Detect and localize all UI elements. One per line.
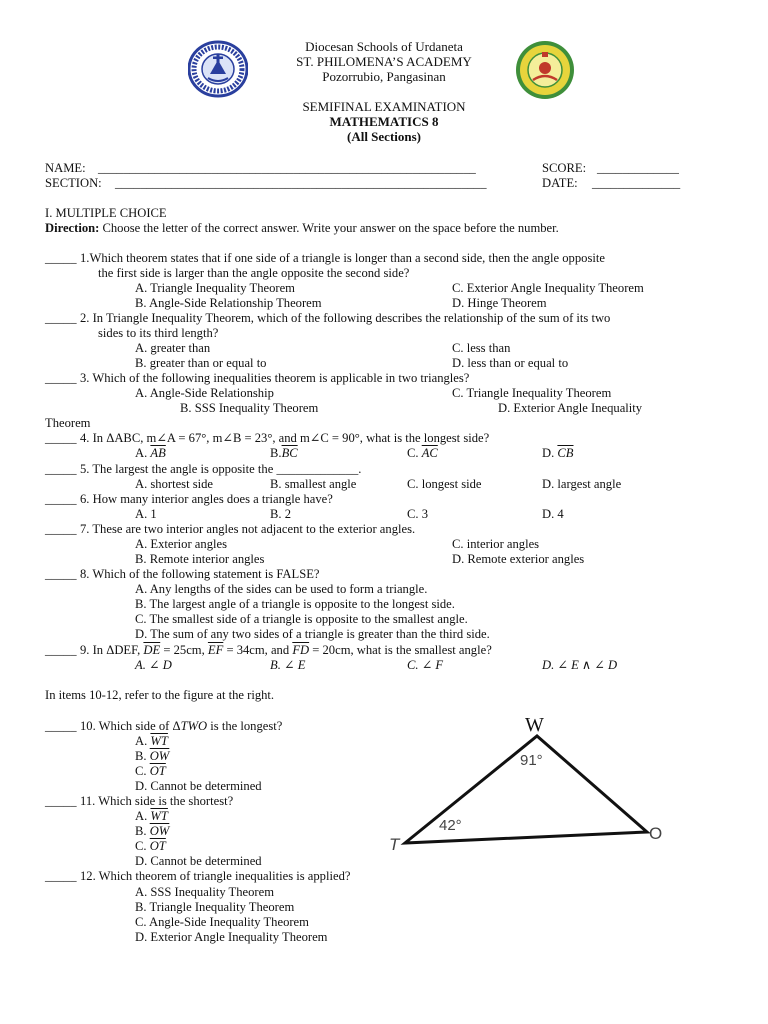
date-field[interactable]: ______________ (592, 176, 681, 190)
q2-blank[interactable]: _____ (45, 311, 77, 325)
q12-option-a: A. SSS Inequality Theorem (135, 885, 274, 899)
score-field[interactable]: _____________ (597, 161, 679, 175)
q9-option-b: B. ∠ E (270, 658, 306, 672)
q1-option-a: A. Triangle Inequality Theorem (135, 281, 295, 295)
q10-option-d: D. Cannot be determined (135, 779, 262, 793)
q4-option-d: D. $\overline{CB}$ (542, 446, 574, 460)
direction-line (45, 221, 559, 236)
q11-option-b: B. $\overline{OW}$ (135, 824, 170, 838)
q10-option-a: A. $\overline{WT}$ (135, 734, 168, 748)
q12-option-d: D. Exterior Angle Inequality Theorem (135, 930, 328, 944)
q4-option-c: C. $\overline{AC}$ (407, 446, 438, 460)
q5-option-c: C. longest side (407, 477, 482, 491)
q4-option-b: $B.\overline{BC}$ (270, 446, 298, 460)
q9-stem: 9. In ΔDEF, $\overline{DE} = 25cm$, $\overline{EF} = 34cm$, and $\overline{FD} = 20cm$, what is the smallest angle? (80, 643, 492, 657)
q2-option-c: C. less than (452, 341, 511, 355)
q6-stem: 6. How many interior angles does a triangle have? (80, 492, 333, 506)
vertex-label-t: T (389, 835, 400, 854)
q10-option-c: C. $\overline{OT}$ (135, 764, 166, 778)
q4-stem: 4. In ΔABC, m∠A = 67°, m∠B = 23°, and m∠C = 90°, what is the longest side? (80, 431, 490, 445)
q9-option-a: A. ∠ D (135, 658, 172, 672)
q11-option-d: D. Cannot be determined (135, 854, 262, 868)
q5-option-d: D. largest angle (542, 477, 622, 491)
vertex-label-o: O (649, 824, 663, 843)
q6-option-c: C. 3 (407, 507, 428, 521)
q9-option-d: D. ∠ E ∧ ∠ D (542, 658, 618, 672)
q2-stem: 2. In Triangle Inequality Theorem, which of the following describes the relationship of the sum of its two (80, 311, 611, 325)
section-field[interactable]: ___________________________________________________________ (115, 176, 487, 190)
q2-option-d: D. less than or equal to (452, 356, 569, 370)
q12-stem: 12. Which theorem of triangle inequalities is applied? (80, 869, 351, 883)
q5-blank[interactable]: _____ (45, 462, 77, 476)
school-address: Pozorrubio, Pangasinan (322, 69, 446, 84)
q1-blank[interactable]: _____ (45, 251, 77, 265)
q8-option-a: A. Any lengths of the sides can be used to form a triangle. (135, 582, 428, 596)
q6-option-d: D. 4 (542, 507, 564, 521)
school-district: Diocesan Schools of Urdaneta (305, 39, 463, 54)
vertex-label-w: W (525, 714, 544, 736)
section-label: SECTION: (45, 176, 102, 190)
q8-stem: 8. Which of the following statement is FALSE? (80, 567, 320, 581)
exam-title: SEMIFINAL EXAMINATION (302, 99, 466, 114)
direction-text: Choose the letter of the correct answer. Write your answer on the space before the number. (102, 221, 559, 235)
sections-label: (All Sections) (346, 129, 422, 144)
q8-option-d: D. The sum of any two sides of a triangle is greater than the third side. (135, 627, 490, 641)
q9-option-c: C. ∠ F (407, 658, 444, 672)
q7-option-c: C. interior angles (452, 537, 540, 551)
q11-option-c: C. $\overline{OT}$ (135, 839, 166, 853)
q3-option-d: D. Exterior Angle Inequality (498, 401, 643, 415)
q11-option-a: A. $\overline{WT}$ (135, 809, 168, 823)
q10-option-b: B. $\overline{OW}$ (135, 749, 170, 763)
q7-option-d: D. Remote exterior angles (452, 552, 585, 566)
q12-blank[interactable]: _____ (45, 869, 77, 883)
q1-option-b: B. Angle-Side Relationship Theorem (135, 296, 322, 310)
q11-stem: 11. Which side is the shortest? (80, 794, 234, 808)
q10-stem: 10. Which side of ΔTWO is the longest? (80, 719, 283, 733)
score-label: SCORE: (542, 161, 587, 175)
q7-option-b: B. Remote interior angles (135, 552, 265, 566)
q3-blank[interactable]: _____ (45, 371, 77, 385)
q12-option-c: C. Angle-Side Inequality Theorem (135, 915, 309, 929)
q1-option-d: D. Hinge Theorem (452, 296, 547, 310)
q8-blank[interactable]: _____ (45, 567, 77, 581)
q3-option-d-cont: Theorem (45, 416, 91, 430)
q2-stem-cont: sides to its third length? (98, 326, 219, 340)
q11-blank[interactable]: _____ (45, 794, 77, 808)
part-title: I. MULTIPLE CHOICE (45, 206, 167, 220)
q1-stem-cont: the first side is larger than the angle opposite the second side? (98, 266, 410, 280)
q3-option-a: A. Angle-Side Relationship (135, 386, 274, 400)
subject-title: MATHEMATICS 8 (329, 114, 439, 129)
q1-option-c: C. Exterior Angle Inequality Theorem (452, 281, 644, 295)
items-note: In items 10-12, refer to the figure at the right. (45, 688, 275, 702)
date-label: DATE: (542, 176, 578, 190)
q10-blank[interactable]: _____ (45, 719, 77, 733)
angle-label-w: 91° (520, 752, 543, 769)
q3-option-b: B. SSS Inequality Theorem (180, 401, 319, 415)
school-name: ST. PHILOMENA’S ACADEMY (296, 54, 472, 69)
direction-label: Direction: (45, 221, 100, 235)
name-field[interactable]: ____________________________________________________________ (98, 161, 476, 175)
triangle-two-figure (385, 710, 675, 860)
angle-label-t: 42° (439, 817, 462, 834)
q5-option-a: A. shortest side (135, 477, 214, 491)
q3-option-c: C. Triangle Inequality Theorem (452, 386, 612, 400)
name-label: NAME: (45, 161, 86, 175)
q9-blank[interactable]: _____ (45, 643, 77, 657)
q8-option-b: B. The largest angle of a triangle is opposite to the longest side. (135, 597, 455, 611)
q6-blank[interactable]: _____ (45, 492, 77, 506)
q2-option-b: B. greater than or equal to (135, 356, 267, 370)
q12-option-b: B. Triangle Inequality Theorem (135, 900, 295, 914)
q3-stem: 3. Which of the following inequalities theorem is applicable in two triangles? (80, 371, 470, 385)
q8-option-c: C. The smallest side of a triangle is opposite to the smallest angle. (135, 612, 468, 626)
q6-option-b: B. 2 (270, 507, 291, 521)
q5-stem: 5. The largest the angle is opposite the _____________. (80, 462, 362, 476)
q4-option-a: A. $\overline{AB}$ (135, 446, 166, 460)
q7-stem: 7. These are two interior angles not adjacent to the exterior angles. (80, 522, 416, 536)
q4-blank[interactable]: _____ (45, 431, 77, 445)
q5-option-b: B. smallest angle (270, 477, 357, 491)
q6-option-a: A. 1 (135, 507, 157, 521)
q2-option-a: A. greater than (135, 341, 211, 355)
q1-stem: 1.Which theorem states that if one side of a triangle is longer than a second side, then the angle opposite (80, 251, 605, 265)
q7-blank[interactable]: _____ (45, 522, 77, 536)
q7-option-a: A. Exterior angles (135, 537, 227, 551)
